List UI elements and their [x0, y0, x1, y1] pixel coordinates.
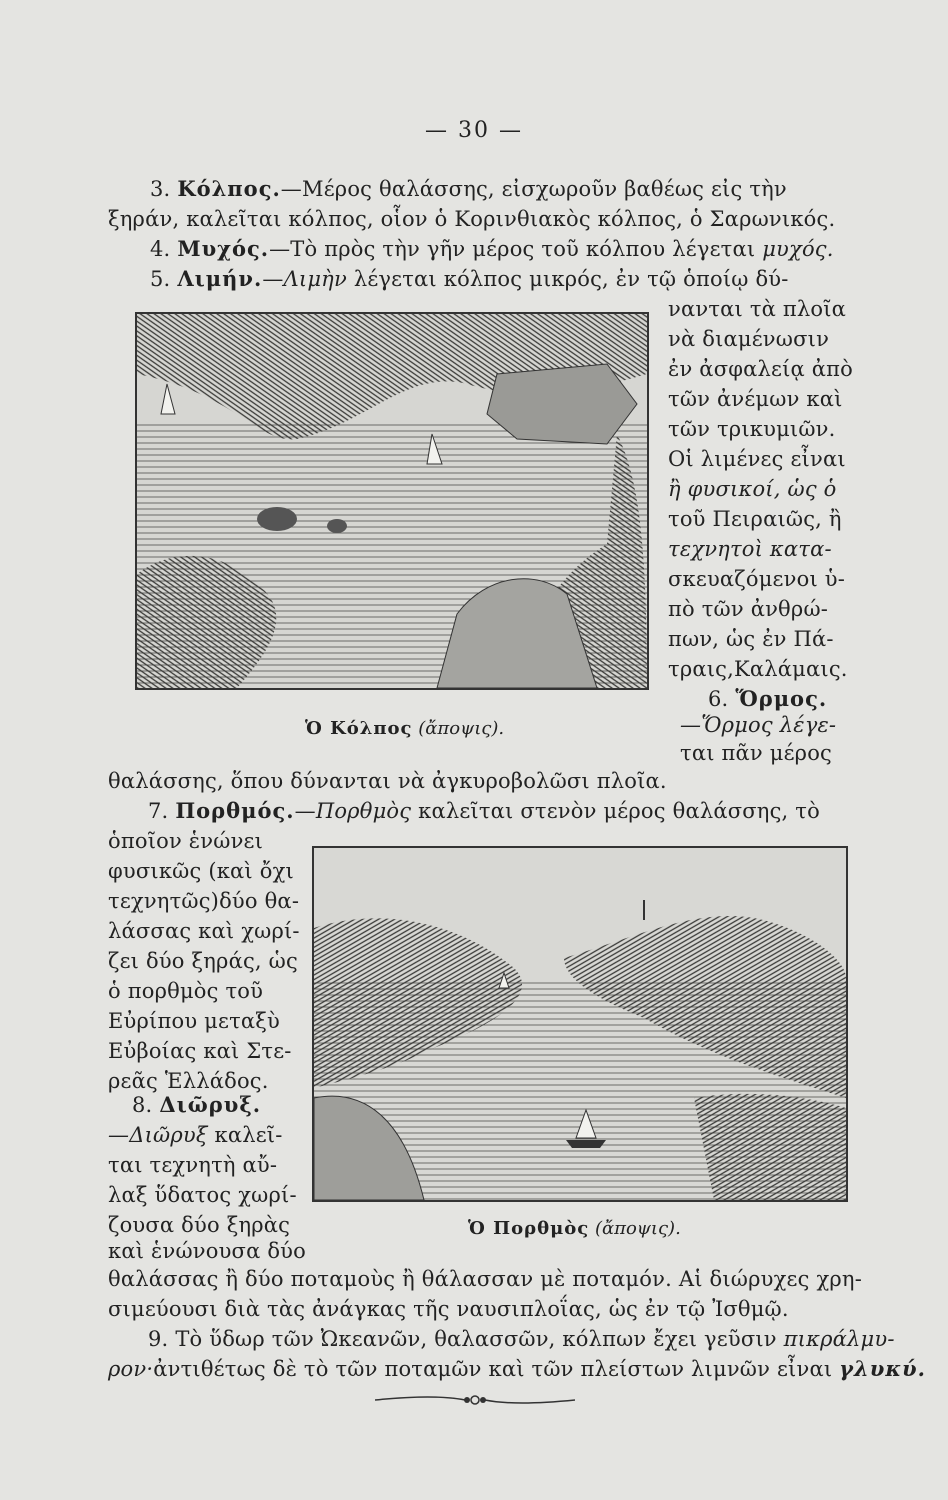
para5-side-line: νὰ διαμένωσιν — [668, 327, 830, 351]
para6-line2: ται πᾶν μέρος — [680, 741, 833, 765]
para8-side-line: ται τεχνητὴ αὔ- — [108, 1153, 278, 1177]
para9-italic2: ρον· — [108, 1357, 154, 1381]
para5-side-line: νανται τὰ πλοῖα — [668, 297, 847, 321]
para3-line1 — [150, 176, 787, 202]
para6-line1: —Ὅρμος λέγε- — [680, 713, 837, 737]
para5-side-line: τῶν ἀνέμων καὶ — [668, 387, 843, 411]
para8-side-line: καὶ ἑνώνουσα δύο — [108, 1239, 306, 1263]
para4-number: 4. — [150, 237, 171, 261]
para7-term-italic: Πορθμὸς — [315, 799, 412, 823]
para9-line2 — [108, 1356, 926, 1382]
para9-number: 9. — [148, 1327, 169, 1351]
para7-side-line: φυσικῶς (καὶ ὄχι — [108, 859, 294, 883]
para5-number: 5. — [150, 267, 171, 291]
para5-side-line: τεχνητοὶ κατα- — [668, 537, 832, 561]
para7-term: Πορθμός. — [175, 798, 295, 823]
para5-side-line: ἐν ἀσφαλείᾳ ἀπὸ — [668, 357, 854, 381]
para9-italic3: γλυκύ. — [839, 1356, 926, 1381]
para5-side-line: πὸ τῶν ἀνθρώ- — [668, 597, 829, 621]
para5-side-line: τραις,Καλάμαις. — [668, 657, 848, 681]
para8-side-line: λαξ ὕδατος χωρί- — [108, 1183, 297, 1207]
gulf-caption — [305, 718, 504, 739]
strait-caption — [468, 1218, 681, 1239]
para5-term: Λιμήν. — [177, 266, 263, 291]
para7-side-line: ὁ πορθμὸς τοῦ — [108, 979, 264, 1003]
para8-term-rest: καλεῖ- — [214, 1123, 283, 1147]
para7-number: 7. — [148, 799, 169, 823]
para5-side-line: Οἱ λιμένες εἶναι — [668, 447, 846, 471]
gulf-engraving — [137, 314, 647, 688]
strait-caption-note: (ἄποψις). — [594, 1218, 681, 1239]
page-number: — 30 — — [425, 118, 523, 143]
para7-side-line: Εὐρίπου μεταξὺ — [108, 1009, 281, 1033]
gulf-illustration — [135, 312, 649, 690]
para8-full-line1: θαλάσσας ἢ δύο ποταμοὺς ἢ θάλασσαν μὲ ποταμόν. Αἱ διώρυχες χρη- — [108, 1267, 863, 1291]
para8-full-line2: σιμεύουσι διὰ τὰς ἀνάγκας τῆς ναυσιπλοΐας, ὡς ἐν τῷ Ἰσθμῷ. — [108, 1297, 789, 1321]
para6-number: 6. — [708, 687, 729, 711]
para6-line3: θαλάσσης, ὅπου δύνανται νὰ ἀγκυροβολῶσι πλοῖα. — [108, 769, 667, 793]
para7-side-line: ζει δύο ξηράς, ὡς — [108, 949, 298, 973]
para5-side-line: σκευαζόμενοι ὑ- — [668, 567, 846, 591]
para8-number: 8. — [132, 1093, 153, 1117]
para4-term: Μυχός. — [177, 236, 270, 261]
para5-side-line: τῶν τρικυμιῶν. — [668, 417, 836, 441]
gulf-caption-term: Ὁ Κόλπος — [305, 718, 413, 739]
para4-line — [150, 236, 834, 262]
para3-term: Κόλπος. — [177, 176, 281, 201]
para5-line1 — [150, 266, 789, 292]
para5-term-italic: Λιμὴν — [283, 267, 347, 291]
para7-text: καλεῖται στενὸν μέρος θαλάσσης, τὸ — [418, 799, 820, 823]
para7-side-line: ὁποῖον ἑνώνει — [108, 829, 264, 853]
para9-text1: Τὸ ὕδωρ τῶν Ὠκεανῶν, θαλασσῶν, κόλπων ἔχει γεῦσιν — [175, 1327, 777, 1351]
para8-term-italic: —Διῶρυξ — [108, 1123, 208, 1147]
para5-text: λέγεται κόλπος μικρός, ἐν τῷ ὁποίῳ δύ- — [353, 267, 789, 291]
gulf-caption-note: (ἄποψις). — [418, 718, 505, 739]
para7-side-line: τεχνητῶς)δύο θα- — [108, 889, 300, 913]
para6-heading — [708, 686, 827, 712]
para5-side-line: πων, ὡς ἐν Πά- — [668, 627, 834, 651]
para5-side-line: ἢ φυσικοί, ὡς ὁ — [668, 477, 837, 501]
para9-italic1: πικράλμυ- — [783, 1327, 895, 1351]
para7-line1 — [148, 798, 820, 824]
para8-side-line: ζουσα δύο ξηρὰς — [108, 1213, 291, 1237]
strait-caption-term: Ὁ Πορθμὸς — [468, 1218, 590, 1239]
para6-term: Ὅρμος. — [735, 686, 828, 711]
para7-side-line: Εὐβοίας καὶ Στε- — [108, 1039, 292, 1063]
para5-dash: — — [262, 267, 284, 291]
para8-line-term — [108, 1122, 283, 1148]
ornament-flourish — [375, 1388, 575, 1412]
tailpiece-ornament — [375, 1388, 575, 1412]
strait-illustration — [312, 846, 848, 1202]
para8-heading — [132, 1092, 261, 1118]
para7-side-line: ρεᾶς Ἑλλάδος. — [108, 1069, 269, 1093]
para3-number: 3. — [150, 177, 171, 201]
para4-term-italic: μυχός. — [762, 237, 834, 261]
para9-text2: ἀντιθέτως δὲ τὸ τῶν ποταμῶν καὶ τῶν πλείστων λιμνῶν εἶναι — [153, 1357, 833, 1381]
para5-side-line: τοῦ Πειραιῶς, ἢ — [668, 507, 842, 531]
para8-term: Διῶρυξ. — [159, 1092, 262, 1117]
para7-side-line: λάσσας καὶ χωρί- — [108, 919, 300, 943]
strait-engraving — [314, 848, 846, 1200]
para4-text: —Τὸ πρὸς τὴν γῆν μέρος τοῦ κόλπου λέγεται — [269, 237, 756, 261]
para3-line2: ξηράν, καλεῖται κόλπος, οἷον ὁ Κορινθιακὸς κόλπος, ὁ Σαρωνικός. — [108, 207, 836, 231]
para3-text1: —Μέρος θαλάσσης, εἰσχωροῦν βαθέως εἰς τὴν — [280, 177, 787, 201]
para9-line1 — [148, 1326, 895, 1352]
para7-dash: — — [294, 799, 316, 823]
